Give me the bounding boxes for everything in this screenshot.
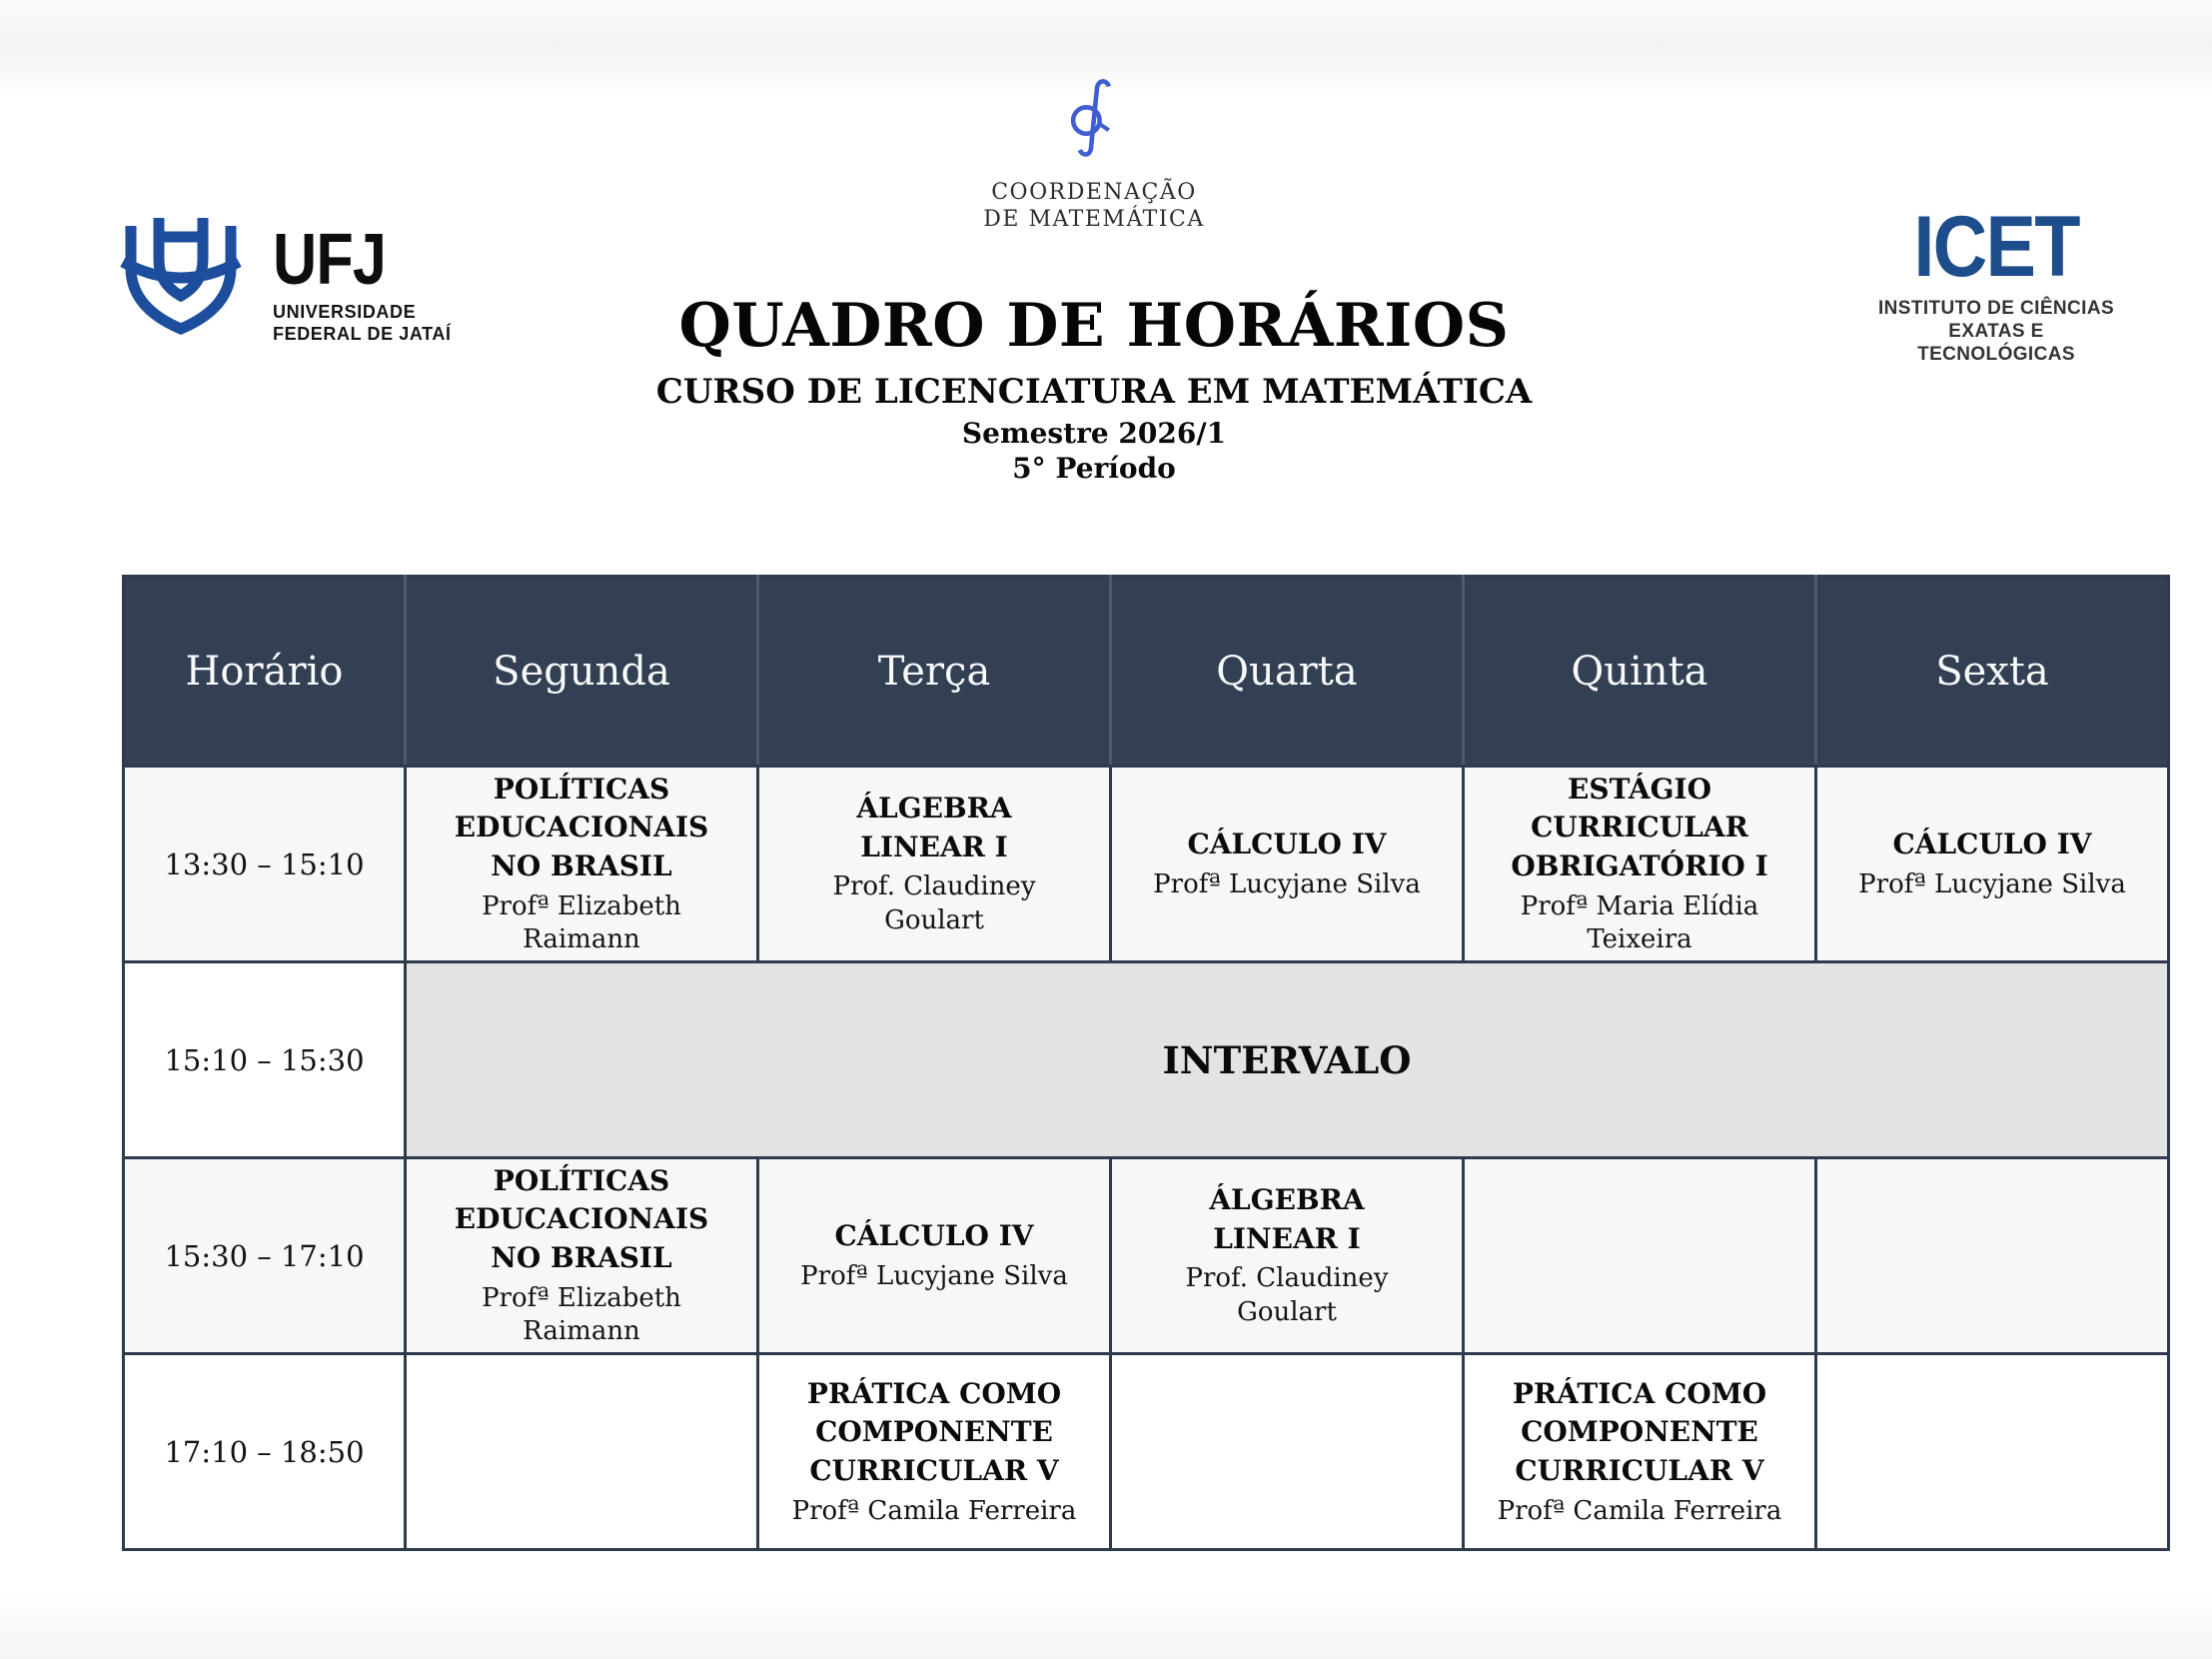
col-header-horario: Horário [124, 577, 406, 767]
course-name: CÁLCULO IV [1187, 828, 1387, 861]
professor-name: Profª Camila Ferreira [1497, 1495, 1782, 1526]
professor-name: Prof. Claudiney Goulart [832, 871, 1036, 936]
professor-name: Profª Maria Elídia Teixeira [1520, 890, 1759, 955]
ufj-acronym: UFJ [273, 220, 387, 300]
icet-logo [1876, 199, 2116, 366]
header-row [124, 577, 2169, 767]
col-header-terca: Terça [758, 577, 1111, 767]
table-row [124, 767, 2169, 962]
break-label: INTERVALO [1162, 1037, 1412, 1082]
page-title: QUADRO DE HORÁRIOS [678, 291, 1510, 361]
time-cell: 17:10 – 18:50 [124, 1354, 406, 1550]
col-header-quinta: Quinta [1464, 577, 1816, 767]
col-header-segunda: Segunda [406, 577, 758, 767]
icet-line2: EXATAS E TECNOLÓGICAS [1917, 320, 2075, 365]
icet-line1: INSTITUTO DE CIÊNCIAS [1877, 298, 2115, 319]
table-row [124, 1158, 2169, 1354]
professor-name: Profª Lucyjane Silva [800, 1260, 1068, 1291]
professor-name: Profª Lucyjane Silva [1153, 868, 1421, 899]
period-label: 5° Período [1012, 452, 1176, 485]
schedule-cell [1111, 1354, 1464, 1550]
schedule-cell [406, 1158, 758, 1354]
time-cell: 15:30 – 17:10 [124, 1158, 406, 1354]
schedule-cell [758, 1158, 1111, 1354]
col-header-quarta: Quarta [1111, 577, 1464, 767]
professor-name: Profª Elizabeth Raimann [482, 890, 681, 955]
course-name: CÁLCULO IV [1892, 828, 2092, 861]
professor-name: Profª Elizabeth Raimann [482, 1282, 681, 1347]
schedule-cell [1464, 1158, 1816, 1354]
schedule-table [122, 575, 2170, 1551]
professor-name: Profª Lucyjane Silva [1858, 868, 2126, 899]
course-name: ESTÁGIO CURRICULAR OBRIGATÓRIO I [1511, 772, 1768, 883]
break-cell [406, 962, 2169, 1158]
course-name: ÁLGEBRA LINEAR I [856, 792, 1012, 863]
schedule-cell [1464, 767, 1816, 962]
schedule-cell [406, 1354, 758, 1550]
schedule-cell [758, 1354, 1111, 1550]
break-row [124, 962, 2169, 1158]
document-header [0, 0, 2188, 520]
schedule-cell [1111, 1158, 1464, 1354]
table-row [124, 1354, 2169, 1550]
course-name: POLÍTICAS EDUCACIONAIS NO BRASIL [454, 1163, 709, 1275]
semester-label: Semestre 2026/1 [961, 417, 1227, 450]
time-cell: 15:10 – 15:30 [124, 962, 406, 1158]
schedule-cell [1111, 767, 1464, 962]
course-name: POLÍTICAS EDUCACIONAIS NO BRASIL [454, 772, 709, 883]
schedule-cell [1816, 767, 2169, 962]
schedule-table-wrap [122, 575, 2167, 1551]
course-name: CÁLCULO IV [834, 1219, 1034, 1253]
schedule-cell [1816, 1158, 2169, 1354]
schedule-cell [1816, 1354, 2169, 1550]
course-name: PRÁTICA COMO COMPONENTE CURRICULAR V [1512, 1376, 1767, 1487]
ufj-line2: FEDERAL DE JATAÍ [273, 323, 452, 344]
coordenacao-line2: DE MATEMÁTICA [983, 207, 1205, 232]
course-name: PRÁTICA COMO COMPONENTE CURRICULAR V [806, 1376, 1062, 1487]
page-subtitle: CURSO DE LICENCIATURA EM MATEMÁTICA [655, 372, 1533, 412]
integral-g-icon [1066, 62, 1122, 174]
coordenacao-line1: COORDENAÇÃO [991, 180, 1197, 205]
professor-name: Prof. Claudiney Goulart [1185, 1263, 1389, 1328]
professor-name: Profª Camila Ferreira [791, 1495, 1077, 1526]
schedule-cell [758, 767, 1111, 962]
course-name: ÁLGEBRA LINEAR I [1209, 1183, 1365, 1255]
col-header-sexta: Sexta [1816, 577, 2169, 767]
time-cell: 13:30 – 15:10 [124, 767, 406, 962]
schedule-cell [406, 767, 758, 962]
schedule-cell [1464, 1354, 1816, 1550]
ufj-line1: UNIVERSIDADE [273, 302, 417, 322]
icet-acronym: ICET [1913, 199, 2079, 295]
